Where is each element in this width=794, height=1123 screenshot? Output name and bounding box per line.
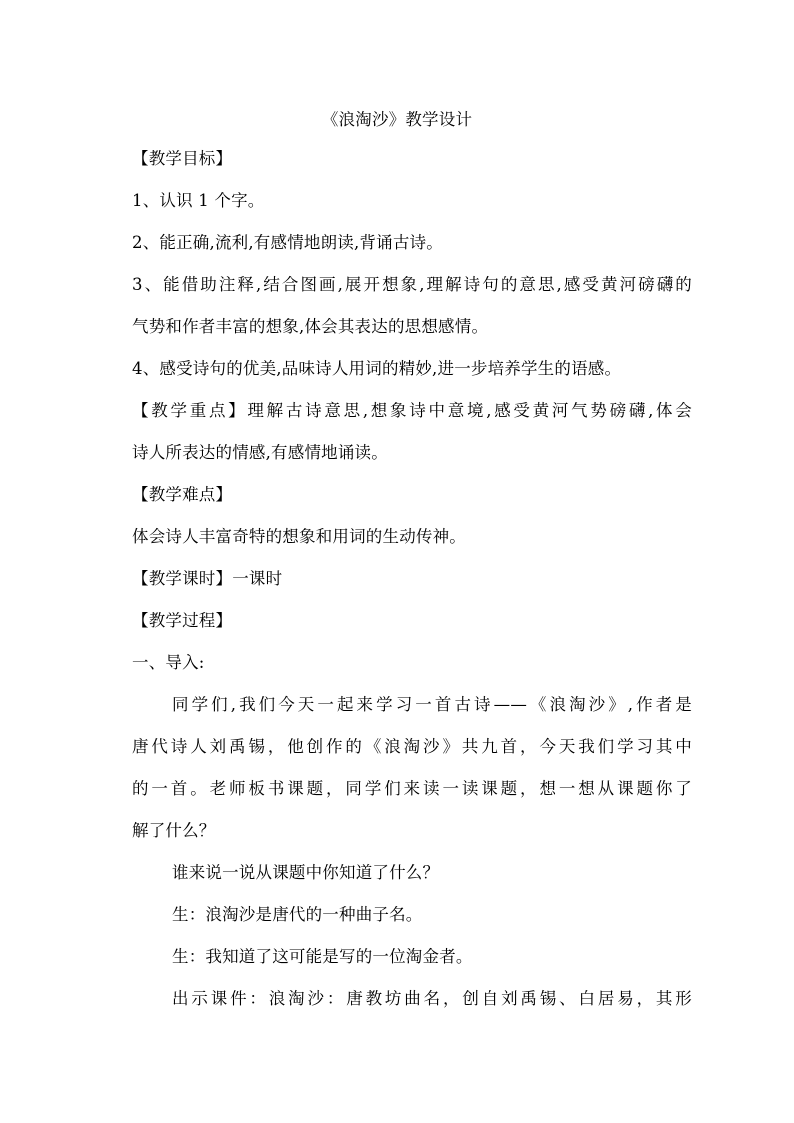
dialogue-student-answer-1: 生：浪淘沙是唐代的一种曲子名。 bbox=[172, 905, 423, 924]
intro-paragraph-line-4: 解了什么？ bbox=[132, 821, 216, 840]
section-one-heading: 一、导入: bbox=[132, 653, 205, 672]
objectives-heading: 【教学目标】 bbox=[132, 149, 233, 168]
class-hours: 【教学课时】一课时 bbox=[132, 569, 283, 588]
objective-item-1: 1、认识 1 个字。 bbox=[132, 191, 265, 210]
courseware-note: 出示课件：浪淘沙：唐教坊曲名，创自刘禹锡、白居易，其形 bbox=[172, 989, 692, 1008]
document-title: 《浪淘沙》教学设计 bbox=[321, 110, 473, 129]
objective-item-2: 2、能正确,流利,有感情地朗读,背诵古诗。 bbox=[132, 233, 443, 252]
process-heading: 【教学过程】 bbox=[132, 611, 233, 630]
difficulty-heading: 【教学难点】 bbox=[132, 485, 233, 504]
intro-paragraph-line-2: 唐代诗人刘禹锡，他创作的《浪淘沙》共九首，今天我们学习其中 bbox=[132, 737, 692, 756]
objective-item-3-continued: 气势和作者丰富的想象,体会其表达的思想感情。 bbox=[132, 317, 489, 336]
key-points-line-1: 【教学重点】理解古诗意思,想象诗中意境,感受黄河气势磅礴,体会 bbox=[132, 401, 692, 420]
dialogue-question: 谁来说一说从课题中你知道了什么？ bbox=[172, 863, 440, 882]
intro-paragraph-line-1: 同学们,我们今天一起来学习一首古诗——《浪淘沙》,作者是 bbox=[172, 695, 692, 714]
dialogue-student-answer-2: 生：我知道了这可能是写的一位淘金者。 bbox=[172, 947, 473, 966]
objective-item-3: 3、能借助注释,结合图画,展开想象,理解诗句的意思,感受黄河磅礴的 bbox=[132, 275, 692, 294]
difficulty-text: 体会诗人丰富奇特的想象和用词的生动传神。 bbox=[132, 527, 466, 546]
intro-paragraph-line-3: 的一首。老师板书课题，同学们来读一读课题，想一想从课题你了 bbox=[132, 779, 692, 798]
objective-item-4: 4、感受诗句的优美,品味诗人用词的精妙,进一步培养学生的语感。 bbox=[132, 359, 622, 378]
key-points-line-2: 诗人所表达的情感,有感情地诵读。 bbox=[132, 443, 388, 462]
